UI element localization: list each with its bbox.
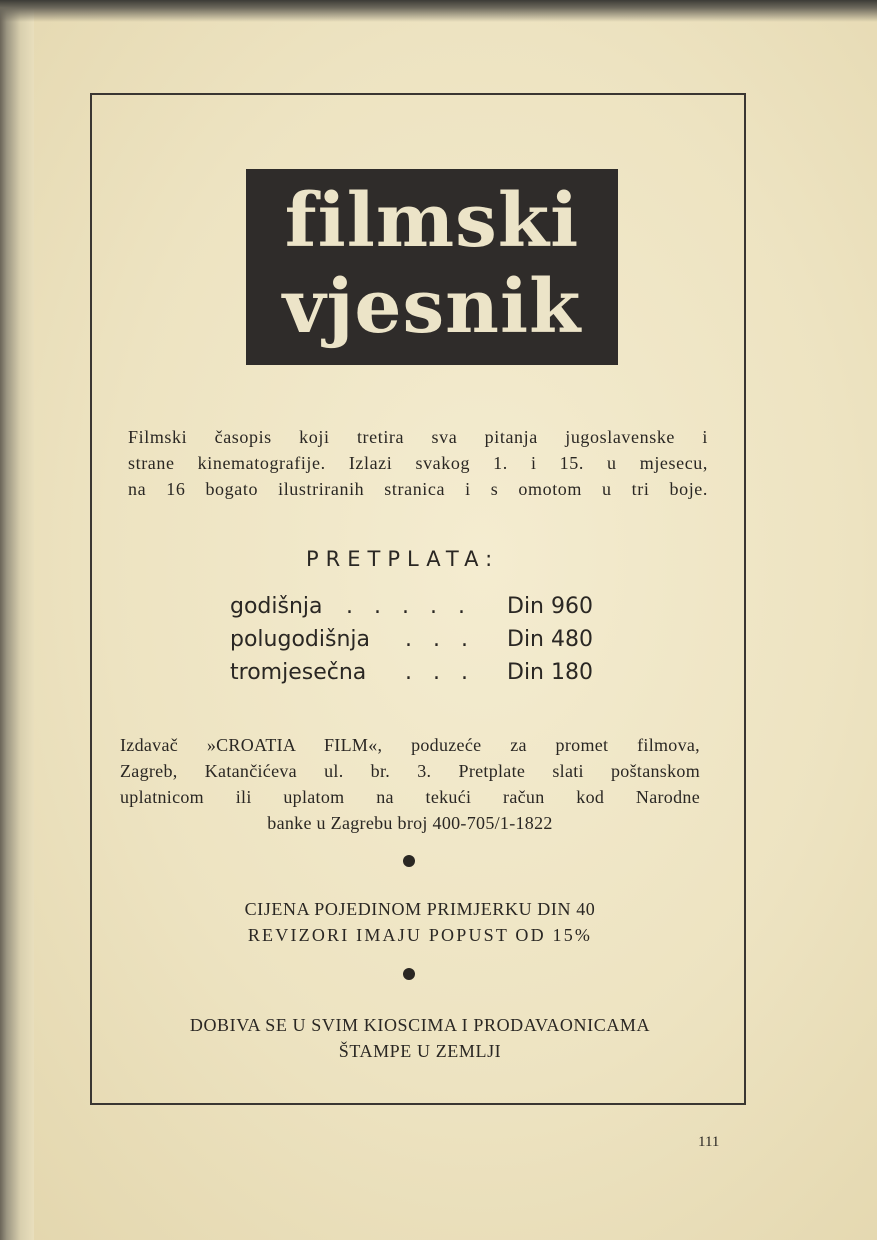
- description-line: Filmski časopis koji tretira sva pitanja jugoslavenske i: [128, 427, 708, 447]
- availability-line-2: ŠTAMPE U ZEMLJI: [338, 1041, 502, 1061]
- publisher-info: [120, 732, 700, 836]
- price-row-annual: [230, 592, 610, 622]
- price-name: tromjesečna: [230, 660, 367, 685]
- single-copy-price: CIJENA POJEDINOM PRIMJERKU DIN 40: [244, 899, 596, 919]
- page-number: 111: [698, 1134, 720, 1150]
- price-dots: . . .: [405, 627, 475, 652]
- price-dots: . . . . .: [346, 594, 472, 619]
- page-top-edge: [0, 0, 877, 22]
- bullet-icon: [403, 855, 415, 867]
- bullet-icon: [403, 968, 415, 980]
- description-line: na 16 bogato ilustriranih stranica i s omotom u tri boje.: [128, 479, 708, 499]
- price-value: Din 960: [507, 594, 593, 619]
- publisher-line: Zagreb, Katančićeva ul. br. 3. Pretplate slati poštanskom: [120, 761, 700, 781]
- publisher-line: uplatnicom ili uplatom na tekući račun kod Narodne: [120, 787, 700, 807]
- filmski-vjesnik-logo: [246, 169, 618, 365]
- logo-line-2: vjesnik: [282, 264, 582, 350]
- price-row-quarterly: [230, 658, 610, 688]
- price-dots: . . .: [405, 660, 475, 685]
- price-name: godišnja: [230, 594, 323, 619]
- price-row-semiannual: [230, 625, 610, 655]
- subscription-title: PRETPLATA:: [306, 547, 500, 571]
- magazine-description: [128, 424, 708, 502]
- auditor-discount: REVIZORI IMAJU POPUST OD 15%: [247, 925, 593, 945]
- price-value: Din 180: [507, 660, 593, 685]
- publisher-line: Izdavač »CROATIA FILM«, poduzeće za promet filmova,: [120, 735, 700, 755]
- price-value: Din 480: [507, 627, 593, 652]
- description-line: strane kinematografije. Izlazi svakog 1. i 15. u mjesecu,: [128, 453, 708, 473]
- book-spine: [0, 0, 34, 1240]
- publisher-line: banke u Zagrebu broj 400-705/1-1822: [267, 813, 553, 833]
- availability-line-1: DOBIVA SE U SVIM KIOSCIMA I PRODAVAONICAMA: [189, 1015, 651, 1035]
- price-name: polugodišnja: [230, 627, 370, 652]
- logo-line-1: filmski: [284, 178, 580, 264]
